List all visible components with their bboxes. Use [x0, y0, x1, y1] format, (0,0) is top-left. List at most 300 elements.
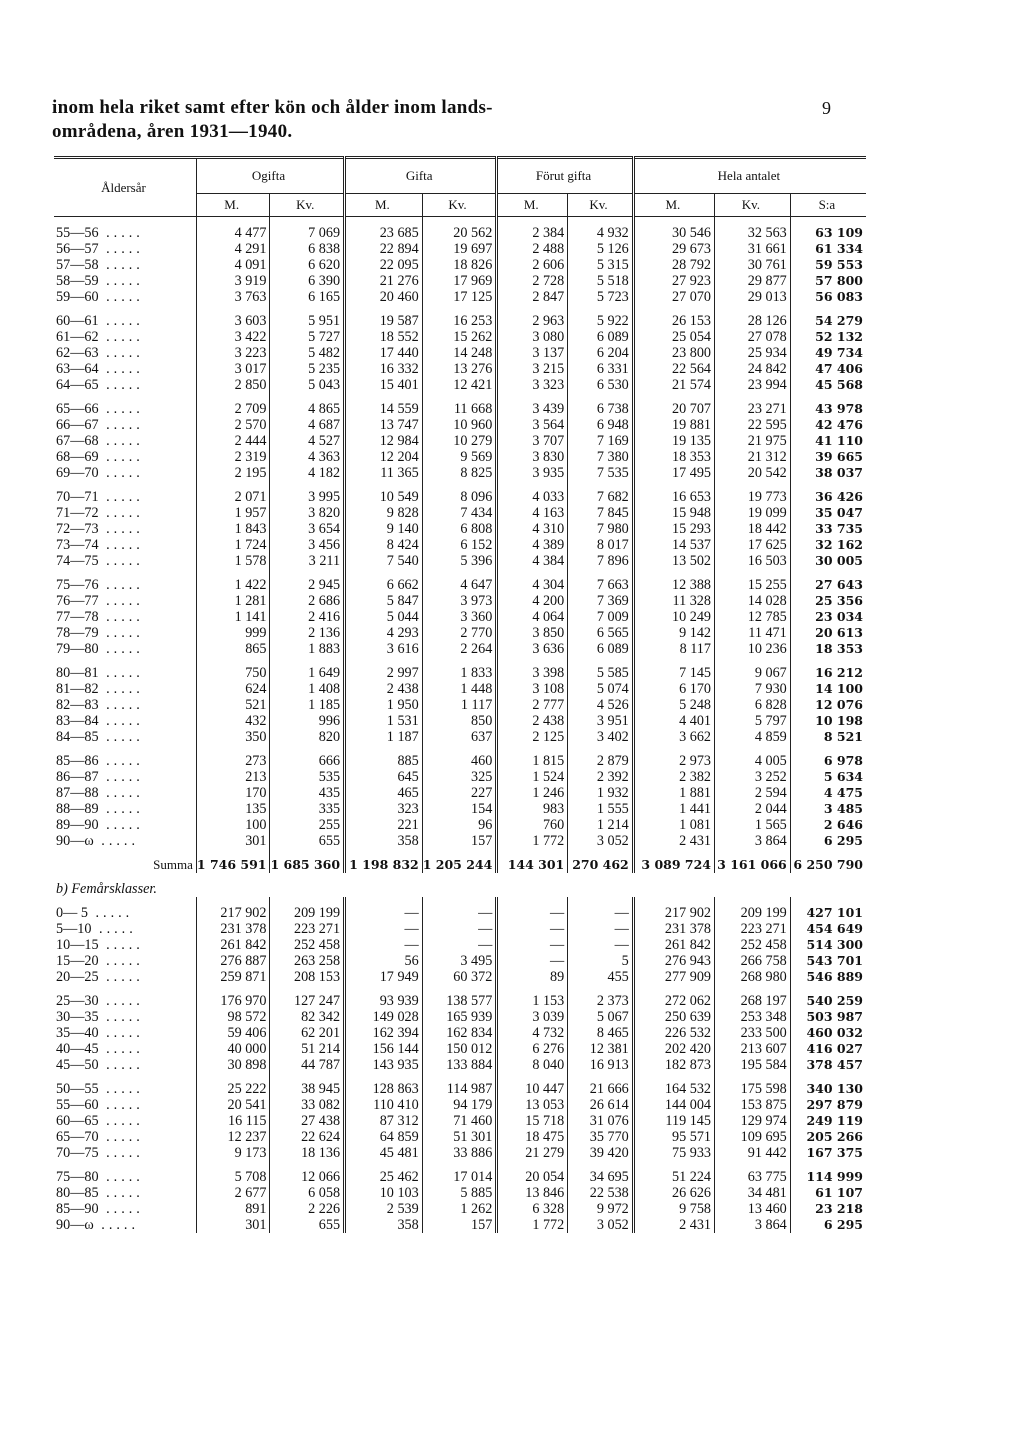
total-cell: 167 375: [806, 1145, 863, 1160]
table-row: [54, 729, 866, 745]
age-label: 66—67 .....: [54, 417, 196, 433]
value-cell: 129 974: [715, 1113, 791, 1129]
table-row: [54, 577, 866, 593]
value-cell: 760: [497, 817, 568, 833]
value-cell: 6 089: [568, 641, 634, 657]
value-cell: 2 963: [497, 313, 568, 329]
value-cell: 1 081: [633, 817, 714, 833]
group-spacer: [54, 897, 866, 905]
value-cell: 277 909: [633, 969, 714, 985]
table-row: [54, 713, 866, 729]
age-label: 59—60 .....: [54, 289, 196, 305]
value-cell: 2 777: [497, 697, 568, 713]
value-cell: 6 165: [270, 289, 345, 305]
value-cell: 3 830: [497, 449, 568, 465]
value-cell: 7 682: [568, 489, 634, 505]
age-label: 81—82 .....: [54, 681, 196, 697]
value-cell: 22 538: [568, 1185, 634, 1201]
value-cell: 35 770: [568, 1129, 634, 1145]
total-cell: 540 259: [806, 993, 863, 1008]
value-cell: 666: [270, 753, 345, 769]
total-cell: 56 083: [815, 289, 863, 304]
value-cell: 6 828: [715, 697, 791, 713]
age-label: 75—80 .....: [54, 1169, 196, 1185]
table-body: [54, 217, 866, 1234]
table-row: [54, 921, 866, 937]
total-cell: 59 553: [815, 257, 863, 272]
age-label: 87—88 .....: [54, 785, 196, 801]
value-cell: 2 136: [270, 625, 345, 641]
value-cell: 4 859: [715, 729, 791, 745]
value-cell: 13 846: [497, 1185, 568, 1201]
group-spacer: [54, 569, 866, 577]
value-cell: 150 012: [422, 1041, 497, 1057]
age-label: 88—89 .....: [54, 801, 196, 817]
value-cell: 5 727: [270, 329, 345, 345]
age-label: 40—45 .....: [54, 1041, 196, 1057]
table-row: [54, 697, 866, 713]
value-cell: 2 973: [633, 753, 714, 769]
value-cell: 4 200: [497, 593, 568, 609]
value-cell: 21 666: [568, 1081, 634, 1097]
value-cell: 7 663: [568, 577, 634, 593]
age-label: 61—62 .....: [54, 329, 196, 345]
total-cell: 45 568: [815, 377, 863, 392]
value-cell: 1 246: [497, 785, 568, 801]
age-label: 67—68 .....: [54, 433, 196, 449]
age-label: 80—81 .....: [54, 665, 196, 681]
value-cell: 13 276: [422, 361, 497, 377]
value-cell: 12 421: [422, 377, 497, 393]
age-label: 64—65 .....: [54, 377, 196, 393]
value-cell: 213: [196, 769, 270, 785]
value-cell: 3 636: [497, 641, 568, 657]
value-cell: 4 401: [633, 713, 714, 729]
value-cell: 7 169: [568, 433, 634, 449]
value-cell: —: [345, 921, 423, 937]
value-cell: 75 933: [633, 1145, 714, 1161]
value-cell: 23 994: [715, 377, 791, 393]
value-cell: 22 595: [715, 417, 791, 433]
table-row: [54, 329, 866, 345]
value-cell: 5 126: [568, 241, 634, 257]
total-cell: 47 406: [815, 361, 863, 376]
value-cell: 27 923: [633, 273, 714, 289]
table-row: [54, 521, 866, 537]
value-cell: 3 439: [497, 401, 568, 417]
value-cell: 983: [497, 801, 568, 817]
value-cell: 12 066: [270, 1169, 345, 1185]
value-cell: 21 574: [633, 377, 714, 393]
value-cell: 4 389: [497, 537, 568, 553]
value-cell: 25 934: [715, 345, 791, 361]
table-row: [54, 257, 866, 273]
value-cell: 33 082: [270, 1097, 345, 1113]
total-cell: 10 198: [815, 713, 863, 728]
summa-label: Summa: [54, 857, 196, 873]
value-cell: 7 434: [422, 505, 497, 521]
summa-value: 1 205 244: [422, 857, 497, 873]
value-cell: 3 864: [715, 833, 791, 849]
value-cell: 3 654: [270, 521, 345, 537]
value-cell: 9 173: [196, 1145, 270, 1161]
total-cell: 23 218: [815, 1201, 863, 1216]
group-spacer: [54, 217, 866, 226]
value-cell: 8 825: [422, 465, 497, 481]
total-cell: 16 212: [815, 665, 863, 680]
value-cell: 2 945: [270, 577, 345, 593]
summa-value: 1 198 832: [345, 857, 423, 873]
value-cell: 1 281: [196, 593, 270, 609]
value-cell: 15 718: [497, 1113, 568, 1129]
value-cell: 14 028: [715, 593, 791, 609]
age-label: 69—70 .....: [54, 465, 196, 481]
value-cell: 5 922: [568, 313, 634, 329]
group-spacer: [54, 985, 866, 993]
value-cell: —: [345, 937, 423, 953]
value-cell: 30 761: [715, 257, 791, 273]
value-cell: 6 328: [497, 1201, 568, 1217]
value-cell: 96: [422, 817, 497, 833]
value-cell: 156 144: [345, 1041, 423, 1057]
table-row: [54, 345, 866, 361]
value-cell: 17 125: [422, 289, 497, 305]
value-cell: 114 987: [422, 1081, 497, 1097]
group-spacer: [54, 393, 866, 401]
value-cell: 4 293: [345, 625, 423, 641]
value-cell: 93 939: [345, 993, 423, 1009]
summa-value: 1 685 360: [270, 857, 345, 873]
value-cell: 3 137: [497, 345, 568, 361]
value-cell: 4 005: [715, 753, 791, 769]
value-cell: 170: [196, 785, 270, 801]
value-cell: 11 328: [633, 593, 714, 609]
age-label: 50—55 .....: [54, 1081, 196, 1097]
value-cell: 13 460: [715, 1201, 791, 1217]
table-row: [54, 273, 866, 289]
table-row: [54, 1009, 866, 1025]
total-cell: 63 109: [815, 225, 863, 240]
table-row: [54, 401, 866, 417]
age-label: 55—56 .....: [54, 225, 196, 241]
value-cell: 5 235: [270, 361, 345, 377]
table-row: [54, 1113, 866, 1129]
value-cell: 6 204: [568, 345, 634, 361]
age-label: 89—90 .....: [54, 817, 196, 833]
value-cell: 19 773: [715, 489, 791, 505]
value-cell: 3 995: [270, 489, 345, 505]
age-label: 86—87 .....: [54, 769, 196, 785]
value-cell: 21 279: [497, 1145, 568, 1161]
table-row: [54, 505, 866, 521]
value-cell: 2 438: [345, 681, 423, 697]
value-cell: 2 594: [715, 785, 791, 801]
value-cell: 2 438: [497, 713, 568, 729]
value-cell: 6 390: [270, 273, 345, 289]
value-cell: 268 197: [715, 993, 791, 1009]
value-cell: 119 145: [633, 1113, 714, 1129]
table-row: [54, 1169, 866, 1185]
statistics-table: [54, 156, 866, 1233]
value-cell: 176 970: [196, 993, 270, 1009]
value-cell: 60 372: [422, 969, 497, 985]
value-cell: 20 541: [196, 1097, 270, 1113]
value-cell: 2 195: [196, 465, 270, 481]
value-cell: 2 431: [633, 1217, 714, 1233]
value-cell: 5: [568, 953, 634, 969]
value-cell: —: [568, 921, 634, 937]
value-cell: 276 943: [633, 953, 714, 969]
value-cell: 435: [270, 785, 345, 801]
value-cell: 4 091: [196, 257, 270, 273]
value-cell: 2 264: [422, 641, 497, 657]
value-cell: 13 502: [633, 553, 714, 569]
value-cell: 59 406: [196, 1025, 270, 1041]
value-cell: 19 587: [345, 313, 423, 329]
total-cell: 543 701: [806, 953, 863, 968]
value-cell: 21 276: [345, 273, 423, 289]
value-cell: 22 624: [270, 1129, 345, 1145]
total-cell: 36 426: [815, 489, 863, 504]
value-cell: 1 214: [568, 817, 634, 833]
table-row: [54, 1097, 866, 1113]
table-row: [54, 785, 866, 801]
group-spacer: [54, 745, 866, 753]
value-cell: 3 603: [196, 313, 270, 329]
value-cell: 6 738: [568, 401, 634, 417]
value-cell: 8 424: [345, 537, 423, 553]
value-cell: 22 564: [633, 361, 714, 377]
value-cell: 162 834: [422, 1025, 497, 1041]
table-row: [54, 489, 866, 505]
value-cell: 1 950: [345, 697, 423, 713]
value-cell: —: [497, 937, 568, 953]
section-b-title: b) Femårsklasser.: [56, 881, 157, 897]
value-cell: 820: [270, 729, 345, 745]
value-cell: 5 043: [270, 377, 345, 393]
age-label: 60—65 .....: [54, 1113, 196, 1129]
header-line-1: inom hela riket samt efter kön och ålder inom lands-: [52, 97, 493, 118]
value-cell: 4 687: [270, 417, 345, 433]
value-cell: 217 902: [196, 905, 270, 921]
column-header-m: M.: [345, 194, 423, 217]
group-spacer: [54, 849, 866, 857]
value-cell: 15 948: [633, 505, 714, 521]
age-label: 55—60 .....: [54, 1097, 196, 1113]
value-cell: 1 932: [568, 785, 634, 801]
value-cell: 3 039: [497, 1009, 568, 1025]
value-cell: 32 563: [715, 225, 791, 241]
value-cell: 3 252: [715, 769, 791, 785]
value-cell: 162 394: [345, 1025, 423, 1041]
total-cell: 39 665: [815, 449, 863, 464]
table-row: [54, 377, 866, 393]
value-cell: 15 262: [422, 329, 497, 345]
age-label: 90—ω .....: [54, 833, 196, 849]
value-cell: 13 053: [497, 1097, 568, 1113]
value-cell: 6 276: [497, 1041, 568, 1057]
value-cell: 231 378: [196, 921, 270, 937]
section-b-heading-row: [54, 873, 866, 897]
value-cell: 252 458: [715, 937, 791, 953]
value-cell: 3 398: [497, 665, 568, 681]
total-cell: 14 100: [815, 681, 863, 696]
value-cell: 3 616: [345, 641, 423, 657]
value-cell: 2 488: [497, 241, 568, 257]
column-group-hela-antalet: Hela antalet: [633, 158, 866, 194]
table-row: [54, 753, 866, 769]
value-cell: 2 384: [497, 225, 568, 241]
value-cell: 17 969: [422, 273, 497, 289]
value-cell: 51 301: [422, 1129, 497, 1145]
value-cell: 16 913: [568, 1057, 634, 1073]
value-cell: 64 859: [345, 1129, 423, 1145]
value-cell: 9 067: [715, 665, 791, 681]
age-label: 58—59 .....: [54, 273, 196, 289]
table-row: [54, 1025, 866, 1041]
value-cell: 1 833: [422, 665, 497, 681]
value-cell: 18 475: [497, 1129, 568, 1145]
page-number: 9: [822, 98, 831, 118]
value-cell: 10 249: [633, 609, 714, 625]
column-header-kv: Kv.: [270, 194, 345, 217]
value-cell: 350: [196, 729, 270, 745]
value-cell: 3 919: [196, 273, 270, 289]
value-cell: 22 894: [345, 241, 423, 257]
value-cell: 655: [270, 833, 345, 849]
table-row: [54, 625, 866, 641]
value-cell: 1 422: [196, 577, 270, 593]
value-cell: 135: [196, 801, 270, 817]
value-cell: 33 886: [422, 1145, 497, 1161]
value-cell: 1 565: [715, 817, 791, 833]
value-cell: 25 222: [196, 1081, 270, 1097]
value-cell: 3 662: [633, 729, 714, 745]
value-cell: 5 396: [422, 553, 497, 569]
value-cell: 259 871: [196, 969, 270, 985]
total-cell: 61 107: [815, 1185, 863, 1200]
value-cell: 128 863: [345, 1081, 423, 1097]
value-cell: 5 723: [568, 289, 634, 305]
column-group-forut-gifta: Förut gifta: [497, 158, 633, 194]
value-cell: 2 770: [422, 625, 497, 641]
table-row: [54, 1145, 866, 1161]
value-cell: 7 845: [568, 505, 634, 521]
age-label: 45—50 .....: [54, 1057, 196, 1073]
value-cell: —: [497, 905, 568, 921]
value-cell: 202 420: [633, 1041, 714, 1057]
value-cell: 3 422: [196, 329, 270, 345]
value-cell: 3 951: [568, 713, 634, 729]
value-cell: 39 420: [568, 1145, 634, 1161]
value-cell: 4 477: [196, 225, 270, 241]
total-cell: 546 889: [806, 969, 863, 984]
table-row: [54, 1185, 866, 1201]
value-cell: 1 408: [270, 681, 345, 697]
value-cell: 233 500: [715, 1025, 791, 1041]
value-cell: —: [422, 937, 497, 953]
value-cell: 18 442: [715, 521, 791, 537]
total-cell: 57 800: [815, 273, 863, 288]
table-row: [54, 1057, 866, 1073]
value-cell: 27 438: [270, 1113, 345, 1129]
value-cell: 20 542: [715, 465, 791, 481]
value-cell: 358: [345, 1217, 423, 1233]
value-cell: 16 115: [196, 1113, 270, 1129]
total-cell: 52 132: [815, 329, 863, 344]
total-cell: 4 475: [823, 785, 863, 800]
value-cell: 31 661: [715, 241, 791, 257]
value-cell: 223 271: [715, 921, 791, 937]
value-cell: 2 709: [196, 401, 270, 417]
value-cell: 1 724: [196, 537, 270, 553]
value-cell: 12 785: [715, 609, 791, 625]
value-cell: 2 444: [196, 433, 270, 449]
age-label: 85—90 .....: [54, 1201, 196, 1217]
table-row: [54, 1201, 866, 1217]
value-cell: 87 312: [345, 1113, 423, 1129]
value-cell: 21 312: [715, 449, 791, 465]
value-cell: 3 211: [270, 553, 345, 569]
value-cell: 9 758: [633, 1201, 714, 1217]
value-cell: 1 141: [196, 609, 270, 625]
value-cell: 6 152: [422, 537, 497, 553]
value-cell: 637: [422, 729, 497, 745]
column-header-m: M.: [196, 194, 270, 217]
total-cell: 35 047: [815, 505, 863, 520]
total-cell: 43 978: [815, 401, 863, 416]
age-label: 79—80 .....: [54, 641, 196, 657]
value-cell: 3 052: [568, 1217, 634, 1233]
value-cell: 154: [422, 801, 497, 817]
table-row: [54, 465, 866, 481]
value-cell: 19 099: [715, 505, 791, 521]
age-label: 70—71 .....: [54, 489, 196, 505]
value-cell: 6 089: [568, 329, 634, 345]
age-label: 78—79 .....: [54, 625, 196, 641]
value-cell: 18 353: [633, 449, 714, 465]
age-label: 10—15 .....: [54, 937, 196, 953]
value-cell: 6 170: [633, 681, 714, 697]
total-cell: 6 295: [823, 833, 863, 848]
value-cell: 12 984: [345, 433, 423, 449]
value-cell: —: [497, 953, 568, 969]
value-cell: 10 103: [345, 1185, 423, 1201]
value-cell: 51 224: [633, 1169, 714, 1185]
value-cell: 460: [422, 753, 497, 769]
age-label: 68—69 .....: [54, 449, 196, 465]
total-cell: 205 266: [806, 1129, 863, 1144]
value-cell: 6 058: [270, 1185, 345, 1201]
age-label: 65—70 .....: [54, 1129, 196, 1145]
value-cell: 24 842: [715, 361, 791, 377]
value-cell: —: [497, 921, 568, 937]
value-cell: 11 668: [422, 401, 497, 417]
value-cell: 10 960: [422, 417, 497, 433]
column-header-m: M.: [497, 194, 568, 217]
value-cell: 272 062: [633, 993, 714, 1009]
value-cell: 110 410: [345, 1097, 423, 1113]
table-row: [54, 665, 866, 681]
value-cell: 1 262: [422, 1201, 497, 1217]
total-cell: 249 119: [806, 1113, 863, 1128]
value-cell: 1 815: [497, 753, 568, 769]
total-cell: 20 613: [815, 625, 863, 640]
value-cell: 5 585: [568, 665, 634, 681]
value-cell: 82 342: [270, 1009, 345, 1025]
value-cell: 29 673: [633, 241, 714, 257]
value-cell: 1 772: [497, 833, 568, 849]
